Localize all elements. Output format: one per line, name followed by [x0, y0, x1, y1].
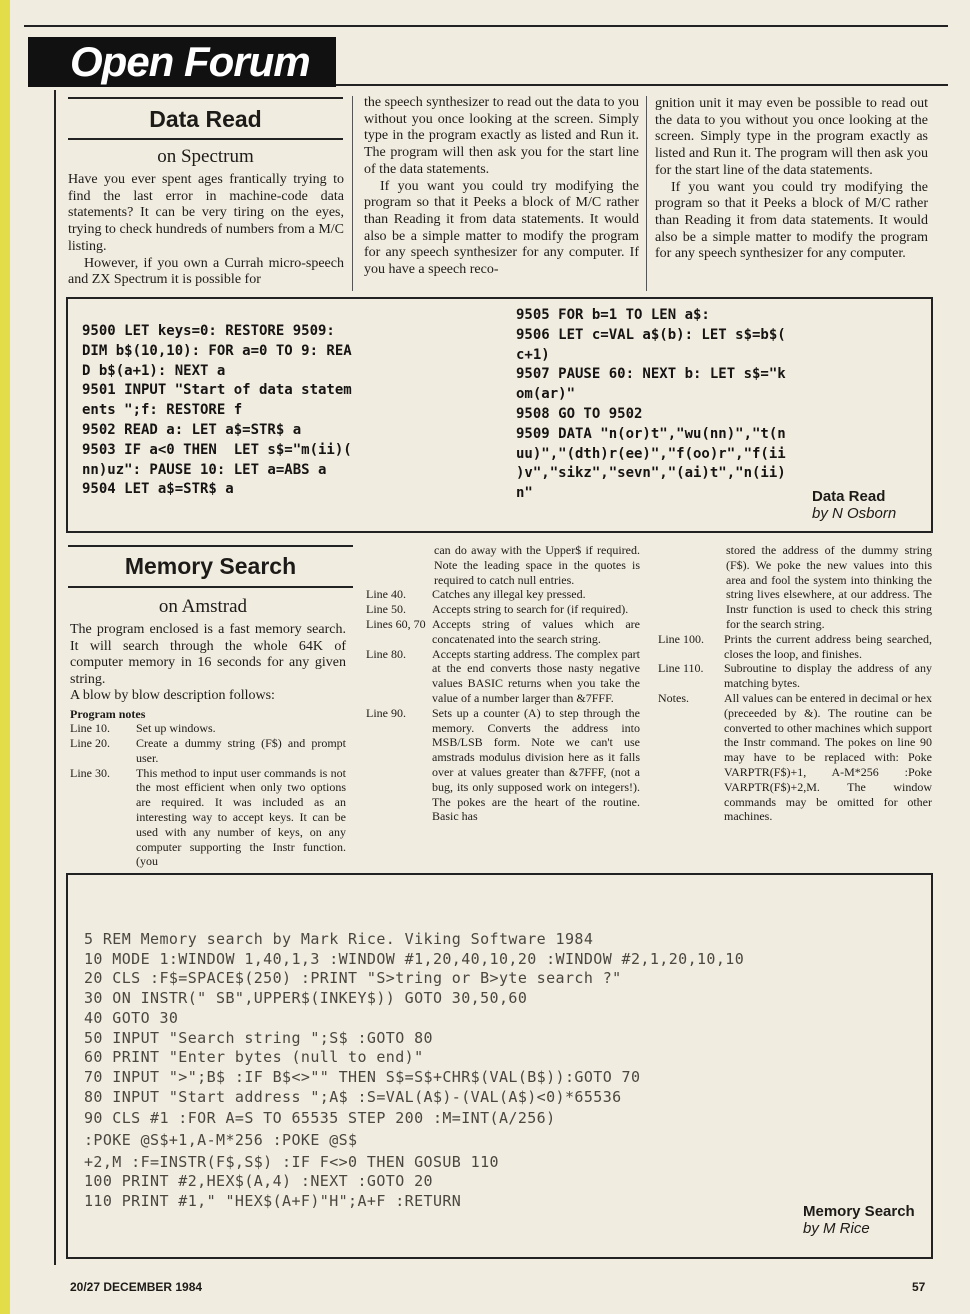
note-item [366, 706, 640, 824]
note-item [70, 766, 346, 870]
note-text: Prints the current address being searched, closes the loop, and finishes. [724, 631, 932, 661]
paragraph: If you want you could try modifying the program so that it Peeks a block of M/C rather than Reading it from data statements. It would also be a simple matter to modify the program for any speech synthesizer for any computer. If you have a speech reco- [364, 178, 639, 278]
paragraph: gnition unit it may even be possible to read out the data to you without you once looking at the screen. Simply type in the program exactly as listed and Run it. The program will then ask you for the start line of the data statements. [655, 96, 928, 178]
code-line: 9508 GO TO 9502 [516, 405, 643, 422]
code-line: 10 MODE 1:WINDOW 1,40,1,3 :WINDOW #1,20,40,10,20 :WINDOW #2,1,20,10,10 [84, 949, 745, 968]
note-item [366, 647, 640, 706]
left-margin-rule [54, 90, 56, 1265]
page-number: 57 [912, 1280, 926, 1294]
column-divider [352, 96, 353, 291]
column-divider [646, 96, 647, 291]
notes-heading: Program notes [70, 706, 146, 721]
note-item [366, 587, 640, 602]
memory-search-subtitle: on Amstrad [158, 596, 248, 617]
title-rule-bottom [68, 586, 353, 588]
code-line: 9501 INPUT "Start of data statem [82, 382, 352, 399]
code-line: nn)uz": PAUSE 10: LET a=ABS a [82, 461, 327, 478]
code-line: 9503 IF a<0 THEN LET s$="m(ii)( [82, 441, 352, 458]
note-line: Line 90. [366, 705, 406, 720]
memory-search-column-3 [658, 543, 932, 824]
note-item [658, 691, 932, 824]
data-read-listing-left [82, 322, 352, 500]
header-rule [336, 84, 948, 86]
paragraph: the speech synthesizer to read out the data to you without you once looking at the screen. Simply type in the program exactly as listed and Run it. The program will then ask you for the start line of the data statements. [364, 95, 639, 177]
note-text: Subroutine to display the address of any matching bytes. [724, 661, 932, 691]
memory-search-column-2 [366, 543, 640, 824]
note-text: Create a dummy string (F$) and prompt user. [136, 736, 346, 765]
title-rule-top [68, 545, 353, 547]
code-line: n" [516, 485, 533, 502]
code-line: 9502 READ a: LET a$=STR$ a [82, 421, 302, 438]
note-line: Notes. [658, 690, 689, 705]
note-line: Line 50. [366, 602, 406, 617]
credit-author: by M Rice [803, 1220, 870, 1237]
note-text: Accepts string of values which are concatenated into the search string. [432, 616, 640, 646]
paragraph: Have you ever spent ages frantically trying to find the last error in machine-code data statements? It can be very tiring on the eyes, trying to check hundreds of numbers from a M/C listing. [68, 172, 344, 254]
memory-search-column-1 [70, 622, 346, 869]
credit-title: Data Read [812, 488, 886, 505]
title-rule-top [68, 97, 343, 99]
note-line: Line 100. [658, 631, 704, 646]
memory-search-listing [84, 930, 744, 1212]
note-line: Lines 60, 70 [366, 616, 426, 631]
note-item [658, 661, 932, 691]
code-line: 80 INPUT "Start address ";A$ :S=VAL(A$)-(VAL(A$)<0)*65536 [84, 1087, 622, 1106]
code-line: 9500 LET keys=0: RESTORE 9509: [82, 323, 335, 339]
memory-search-title: Memory Search [124, 553, 297, 579]
top-rule [24, 25, 948, 27]
section-header [28, 37, 336, 87]
memory-search-credit [803, 1203, 915, 1237]
page-edge [0, 0, 10, 1314]
note-item [70, 721, 346, 736]
code-line: 30 ON INSTR(" SB",UPPER$(INKEY$)) GOTO 30,50,60 [84, 989, 528, 1008]
data-read-column-2 [364, 95, 639, 279]
code-line: 9504 LET a$=STR$ a [82, 481, 234, 498]
code-line: 9509 DATA "n(or)t","wu(nn)","t(n [516, 425, 786, 442]
code-line: 20 CLS :F$=SPACE$(250) :PRINT "S>tring or B>yte search ?" [84, 969, 622, 988]
data-read-listing-right [516, 306, 786, 504]
code-line: +2,M :F=INSTR(F$,S$) :IF F<>0 THEN GOSUB 110 [84, 1152, 499, 1171]
code-line: c+1) [516, 346, 550, 363]
data-read-subtitle: on Spectrum [157, 146, 254, 167]
note-text: Catches any illegal key pressed. [432, 587, 586, 602]
continued-text: stored the address of the dummy string (F$). We poke the new values into this area and fool the system into thinking the string lives elsewhere, at our address. The Instr function is used to check this string for the search string. [726, 543, 932, 631]
note-text: Accepts string to search for (if required). [432, 602, 629, 617]
note-text: Accepts starting address. The complex part at the end converts those nasty negative values BASIC returns when you take the value of a number larger than &7FFF. [432, 646, 640, 705]
code-line: 70 INPUT ">";B$ :IF B$<>"" THEN S$=S$+CHR$(VAL(B$)):GOTO 70 [84, 1067, 641, 1086]
code-line: 40 GOTO 30 [84, 1008, 179, 1027]
note-text: Sets up a counter (A) to step through the memory. Converts the address into MSB/LSB form. Note we can't use amstrads modulus division here as it falls over at values greater than &7FFF, (not a bug, its only supposed work on integers!). The pokes are the heart of the routine. Basic has [432, 705, 640, 824]
note-line: Line 80. [366, 646, 406, 661]
code-line: 9505 FOR b=1 TO LEN a$: [516, 307, 710, 323]
code-line: 9506 LET c=VAL a$(b): LET s$=b$( [516, 326, 786, 343]
code-line: 100 PRINT #2,HEX$(A,4) :NEXT :GOTO 20 [84, 1172, 433, 1191]
note-text: Set up windows. [136, 721, 216, 736]
code-line: )v","sikz","sevn","(ai)t","n(ii) [516, 465, 786, 482]
intro-paragraph: The program enclosed is a fast memory search. It will search through the whole 64K of computer memory in 16 seconds for any given string. [70, 622, 346, 687]
data-read-title: Data Read [149, 106, 262, 132]
note-line: Line 110. [658, 661, 704, 676]
code-line: 9507 PAUSE 60: NEXT b: LET s$="k [516, 366, 786, 383]
data-read-column-3 [655, 96, 928, 263]
intro-paragraph: A blow by blow description follows: [70, 688, 275, 703]
note-line: Line 40. [366, 587, 406, 602]
credit-author: by N Osborn [812, 505, 897, 522]
note-line: Line 20. [70, 736, 110, 751]
data-read-credit [812, 488, 896, 522]
code-line: 90 CLS #1 :FOR A=S TO 65535 STEP 200 :M=INT(A/256) [84, 1109, 556, 1128]
note-item [366, 617, 640, 647]
note-line: Line 10. [70, 721, 110, 736]
code-line: DIM b$(10,10): FOR a=0 TO 9: REA [82, 342, 352, 359]
note-text: All values can be entered in decimal or hex (preceeded by &). The routine can be converted to other machines which support the Instr command. The pokes on line 90 may have to be replaced with: Poke VARPTR(F$)+1, A-M*256 :Poke VARPTR(F$)+2,M. The window commands may be omitted for other machines. [724, 690, 932, 824]
code-line: 110 PRINT #1," "HEX$(A+F)"H";A+F :RETURN [84, 1192, 462, 1211]
code-line: ents ";f: RESTORE f [82, 402, 243, 419]
code-line: uu)","(dth)r(ee)","f(oo)r","f(ii [516, 445, 786, 462]
code-line: D b$(a+1): NEXT a [82, 362, 226, 379]
code-line: 5 REM Memory search by Mark Rice. Viking Software 1984 [84, 930, 594, 948]
note-line: Line 30. [70, 765, 110, 780]
section-title: Open Forum [70, 38, 310, 85]
paragraph: If you want you could try modifying the program so that it Peeks a block of M/C rather than Reading it from data statements. It would also be a simple matter to modify the program for any speech synthesizer for any computer. [655, 179, 928, 262]
code-line: 60 PRINT "Enter bytes (null to end)" [84, 1048, 424, 1067]
continued-text: can do away with the Upper$ if required. Note the leading space in the quotes is required to catch null entries. [434, 543, 640, 587]
code-line: 50 INPUT "Search string ";S$ :GOTO 80 [84, 1028, 433, 1047]
title-rule-bottom [68, 138, 343, 140]
note-item [366, 602, 640, 617]
code-line: om(ar)" [516, 386, 576, 403]
note-text: This method to input user commands is not the most efficient when only two options are required. It was included as an interesting way to accept keys. It can be used with any number of keys, on any computer supporting the Instr function. (you [136, 765, 346, 869]
paragraph: However, if you own a Currah micro-speech and ZX Spectrum it is possible for [68, 255, 344, 288]
code-line: :POKE @S$+1,A-M*256 :POKE @S$ [84, 1131, 358, 1150]
data-read-column-1 [68, 172, 344, 289]
credit-title: Memory Search [803, 1203, 915, 1220]
note-item [70, 736, 346, 766]
issue-date: 20/27 DECEMBER 1984 [70, 1280, 203, 1294]
note-item [658, 632, 932, 662]
